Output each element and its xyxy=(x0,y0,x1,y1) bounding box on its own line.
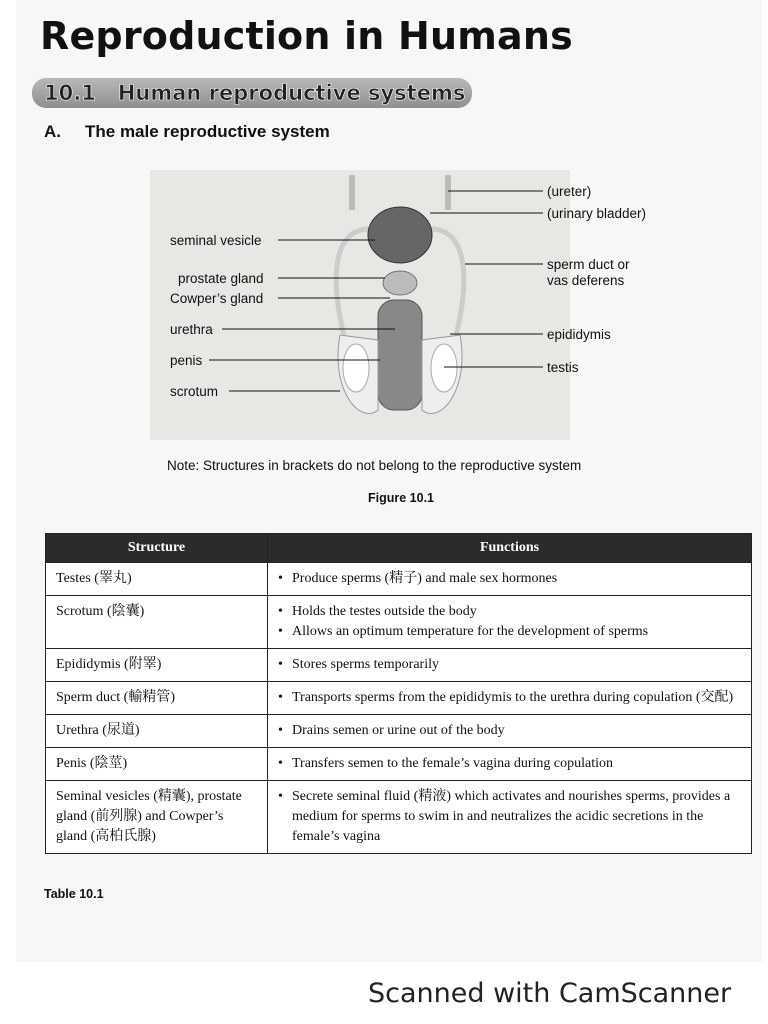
label-seminal-vesicle: seminal vesicle xyxy=(170,233,262,248)
scanner-watermark: Scanned with CamScanner xyxy=(368,978,732,1009)
function-item: • Allows an optimum temperature for the development of sperms xyxy=(278,622,741,642)
label-penis: penis xyxy=(170,353,203,368)
table-row xyxy=(46,781,752,854)
functions-cell xyxy=(268,781,752,854)
table-row xyxy=(46,715,752,748)
figure-caption: Figure 10.1 xyxy=(368,491,434,505)
function-item: • Secrete seminal fluid (精液) which activates and nourishes sperms, provides a medium for sperms to swim in and neutralizes the acidic secretions in the female’s vagina xyxy=(278,787,741,847)
table-row xyxy=(46,563,752,596)
testis-right-shape xyxy=(431,344,457,392)
structure-cell: Urethra (尿道) xyxy=(46,715,268,748)
label-cowpers-gland: Cowper’s gland xyxy=(170,291,264,306)
table-row xyxy=(46,682,752,715)
structure-cell: Penis (陰莖) xyxy=(46,748,268,781)
label-epididymis: epididymis xyxy=(547,327,611,342)
function-item: • Transfers semen to the female’s vagina during copulation xyxy=(278,754,741,774)
functions-cell xyxy=(268,649,752,682)
functions-cell xyxy=(268,563,752,596)
bladder-shape xyxy=(368,207,432,263)
function-item: • Drains semen or urine out of the body xyxy=(278,721,741,741)
structure-cell: Epididymis (附睪) xyxy=(46,649,268,682)
table-header-row xyxy=(46,534,752,563)
subsection-heading xyxy=(44,122,330,142)
function-item: • Stores sperms temporarily xyxy=(278,655,741,675)
functions-cell xyxy=(268,682,752,715)
structure-cell: Seminal vesicles (精囊), prostate gland (前列腺) and Cowper’s gland (高柏氏腺) xyxy=(46,781,268,854)
label-prostate-gland: prostate gland xyxy=(178,271,264,286)
header-structure: Structure xyxy=(46,534,268,563)
label-ureter: (ureter) xyxy=(547,184,592,199)
penis-shape xyxy=(378,300,422,410)
functions-cell xyxy=(268,748,752,781)
section-title: Human reproductive systems xyxy=(117,81,466,105)
structure-cell: Testes (睪丸) xyxy=(46,563,268,596)
label-vas-deferens: vas deferens xyxy=(547,273,625,288)
table-row xyxy=(46,748,752,781)
subsection-letter: A. xyxy=(44,122,61,141)
table-row xyxy=(46,596,752,649)
functions-table xyxy=(45,533,752,854)
structure-cell: Scrotum (陰囊) xyxy=(46,596,268,649)
testis-left-shape xyxy=(343,344,369,392)
function-item: • Transports sperms from the epididymis to the urethra during copulation (交配) xyxy=(278,688,741,708)
function-item: • Produce sperms (精子) and male sex hormones xyxy=(278,569,741,589)
functions-cell xyxy=(268,715,752,748)
label-urethra: urethra xyxy=(170,322,213,337)
chapter-title: Reproduction in Humans xyxy=(40,14,573,58)
table-caption: Table 10.1 xyxy=(44,887,104,901)
label-scrotum: scrotum xyxy=(170,384,219,399)
figure-note: Note: Structures in brackets do not belong to the reproductive system xyxy=(167,458,582,473)
subsection-title: The male reproductive system xyxy=(85,122,330,141)
section-banner xyxy=(32,78,472,108)
header-functions: Functions xyxy=(268,534,752,563)
label-testis: testis xyxy=(547,360,579,375)
structure-cell: Sperm duct (輸精管) xyxy=(46,682,268,715)
function-item: • Holds the testes outside the body xyxy=(278,602,741,622)
label-sperm-duct: sperm duct or xyxy=(547,257,630,272)
section-number: 10.1 xyxy=(44,81,96,105)
male-reproductive-diagram xyxy=(0,160,768,450)
functions-cell xyxy=(268,596,752,649)
table-row xyxy=(46,649,752,682)
label-urinary-bladder: (urinary bladder) xyxy=(547,206,647,221)
prostate-shape xyxy=(383,271,417,295)
